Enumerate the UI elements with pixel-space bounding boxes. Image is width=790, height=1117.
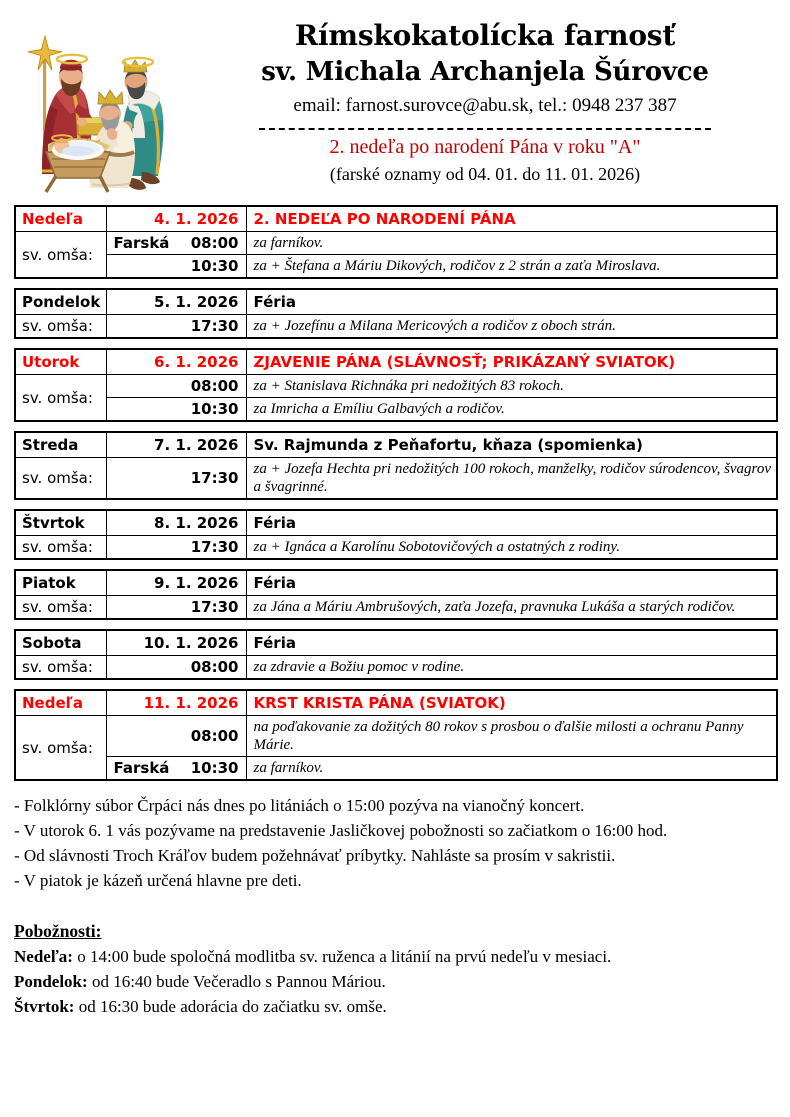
day-table — [14, 689, 778, 781]
day-header-row — [15, 690, 777, 716]
day-name: Štvrtok — [15, 510, 106, 536]
day-header-row — [15, 570, 777, 596]
mass-time: 08:00 — [171, 232, 246, 255]
mass-intention: za + Jozefa Hechta pri nedožitých 100 rokoch, manželky, rodičov súrodencov, švagrov a švagrinné. — [246, 458, 777, 500]
mass-row — [15, 596, 777, 620]
mass-time: 17:30 — [171, 315, 246, 339]
devotion-item — [14, 944, 776, 969]
mass-type-label — [106, 596, 171, 620]
mass-time: 08:00 — [171, 375, 246, 398]
announcement-item: - V utorok 6. 1 vás pozývame na predstavenie Jasličkovej pobožnosti so začiatkom o 16:00 hod. — [14, 821, 668, 840]
mass-row — [15, 536, 777, 560]
day-liturgical-title: Sv. Rajmunda z Peňafortu, kňaza (spomienka) — [246, 432, 777, 458]
devotion-day: Pondelok — [14, 972, 83, 991]
mass-type-label — [106, 536, 171, 560]
announcement-item: - V piatok je kázeň určená hlavne pre deti. — [14, 871, 302, 890]
day-table — [14, 431, 778, 500]
devotion-item — [14, 994, 776, 1019]
day-date: 5. 1. 2026 — [106, 289, 246, 315]
mass-intention: za farníkov. — [246, 757, 777, 781]
day-liturgical-title: Féria — [246, 289, 777, 315]
devotions-items — [14, 944, 776, 1019]
mass-row — [15, 656, 777, 680]
day-table — [14, 569, 778, 620]
mass-type-label — [106, 315, 171, 339]
mass-label: sv. omša: — [15, 596, 106, 620]
day-table — [14, 348, 778, 422]
mass-label: sv. omša: — [15, 315, 106, 339]
devotions-section — [14, 919, 776, 1019]
mass-type-label — [106, 398, 171, 422]
mass-type-label — [106, 716, 171, 757]
devotion-day: Nedeľa — [14, 947, 68, 966]
mass-time: 17:30 — [171, 596, 246, 620]
sunday-title: 2. nedeľa po narodení Pána v roku "A" — [329, 136, 641, 158]
mass-intention: za Jána a Máriu Ambrušových, zaťa Jozefa, pravnuka Lukáša a starých rodičov. — [246, 596, 777, 620]
nativity-scene-image — [12, 26, 187, 201]
day-date: 8. 1. 2026 — [106, 510, 246, 536]
mass-time: 10:30 — [171, 757, 246, 781]
mass-row — [15, 458, 777, 500]
devotion-separator: : — [82, 972, 88, 991]
day-header-row — [15, 630, 777, 656]
day-name: Piatok — [15, 570, 106, 596]
mass-time: 10:30 — [171, 255, 246, 279]
day-liturgical-title: ZJAVENIE PÁNA (SLÁVNOSŤ; PRIKÁZANÝ SVIATOK) — [246, 349, 777, 375]
day-date: 9. 1. 2026 — [106, 570, 246, 596]
devotion-day: Štvrtok — [14, 997, 69, 1016]
day-date: 4. 1. 2026 — [106, 206, 246, 232]
devotion-separator: : — [67, 947, 73, 966]
mass-row — [15, 375, 777, 398]
day-name: Pondelok — [15, 289, 106, 315]
mass-intention: za farníkov. — [246, 232, 777, 255]
mass-intention: za + Ignáca a Karolínu Sobotovičových a ostatných z rodiny. — [246, 536, 777, 560]
mass-row — [15, 398, 777, 422]
day-header-row — [15, 349, 777, 375]
day-table — [14, 288, 778, 339]
mass-type-label — [106, 656, 171, 680]
day-liturgical-title: Féria — [246, 570, 777, 596]
mass-time: 08:00 — [171, 716, 246, 757]
day-name: Streda — [15, 432, 106, 458]
mass-label: sv. omša: — [15, 458, 106, 500]
day-header-row — [15, 510, 777, 536]
devotion-text: od 16:40 bude Večeradlo s Pannou Máriou. — [87, 972, 386, 991]
mass-row — [15, 255, 777, 279]
mass-intention: za + Štefana a Máriu Dikových, rodičov z 2 strán a zaťa Miroslava. — [246, 255, 777, 279]
day-name: Nedeľa — [15, 690, 106, 716]
mass-schedule — [14, 205, 776, 781]
mass-time: 08:00 — [171, 656, 246, 680]
day-header-row — [15, 206, 777, 232]
dashed-divider — [259, 128, 711, 130]
devotion-text: o 14:00 bude spoločná modlitba sv. ruženca a litánií na prvú nedeľu v mesiaci. — [72, 947, 612, 966]
mass-intention: za zdravie a Božiu pomoc v rodine. — [246, 656, 777, 680]
mass-time: 17:30 — [171, 536, 246, 560]
mass-type-label — [106, 255, 171, 279]
mass-row — [15, 315, 777, 339]
mass-intention: za + Jozefínu a Milana Mericových a rodičov z oboch strán. — [246, 315, 777, 339]
mass-row — [15, 757, 777, 781]
parish-contact-line: email: farnost.surovce@abu.sk, tel.: 0948 237 387 — [293, 95, 677, 116]
day-date: 6. 1. 2026 — [106, 349, 246, 375]
mass-intention: za Imricha a Emíliu Galbavých a rodičov. — [246, 398, 777, 422]
announcement-item: - Od slávnosti Troch Kráľov budem požehnávať príbytky. Nahláste sa prosím v sakristii. — [14, 846, 616, 865]
day-table — [14, 509, 778, 560]
mass-time: 10:30 — [171, 398, 246, 422]
day-header-row — [15, 289, 777, 315]
day-liturgical-title: 2. NEDEĽA PO NARODENÍ PÁNA — [246, 206, 777, 232]
mass-type-label — [106, 375, 171, 398]
mass-type-label: Farská — [106, 232, 171, 255]
day-header-row — [15, 432, 777, 458]
day-name: Nedeľa — [15, 206, 106, 232]
parish-title-line-1: Rímskokatolícka farnosť — [294, 19, 676, 52]
day-liturgical-title: Féria — [246, 510, 777, 536]
devotion-item — [14, 969, 776, 994]
mass-label: sv. omša: — [15, 656, 106, 680]
mass-label: sv. omša: — [15, 232, 106, 279]
devotions-heading: Pobožnosti: — [14, 921, 102, 941]
day-name: Sobota — [15, 630, 106, 656]
day-date: 11. 1. 2026 — [106, 690, 246, 716]
day-table — [14, 629, 778, 680]
day-date: 7. 1. 2026 — [106, 432, 246, 458]
mass-row — [15, 716, 777, 757]
day-liturgical-title: Féria — [246, 630, 777, 656]
announcement-item: - Folklórny súbor Črpáci nás dnes po litániách o 15:00 pozýva na vianočný koncert. — [14, 796, 585, 815]
mass-label: sv. omša: — [15, 716, 106, 781]
mass-intention: na poďakovanie za dožitých 80 rokov s prosbou o ďalšie milosti a ochranu Panny Márie. — [246, 716, 777, 757]
announcements-list — [14, 793, 776, 893]
devotion-text: od 16:30 bude adorácia do začiatku sv. omše. — [74, 997, 387, 1016]
day-name: Utorok — [15, 349, 106, 375]
page-header — [0, 0, 790, 205]
day-date: 10. 1. 2026 — [106, 630, 246, 656]
date-range: (farské oznamy od 04. 01. do 11. 01. 2026) — [329, 164, 641, 184]
mass-row — [15, 232, 777, 255]
mass-label: sv. omša: — [15, 536, 106, 560]
mass-type-label — [106, 458, 171, 500]
mass-time: 17:30 — [171, 458, 246, 500]
parish-title-line-2: sv. Michala Archanjela Šúrovce — [261, 57, 709, 87]
day-liturgical-title: KRST KRISTA PÁNA (SVIATOK) — [246, 690, 777, 716]
devotion-separator: : — [68, 997, 75, 1016]
mass-type-label: Farská — [106, 757, 171, 781]
day-table — [14, 205, 778, 279]
mass-label: sv. omša: — [15, 375, 106, 422]
mass-intention: za + Stanislava Richnáka pri nedožitých 83 rokoch. — [246, 375, 777, 398]
